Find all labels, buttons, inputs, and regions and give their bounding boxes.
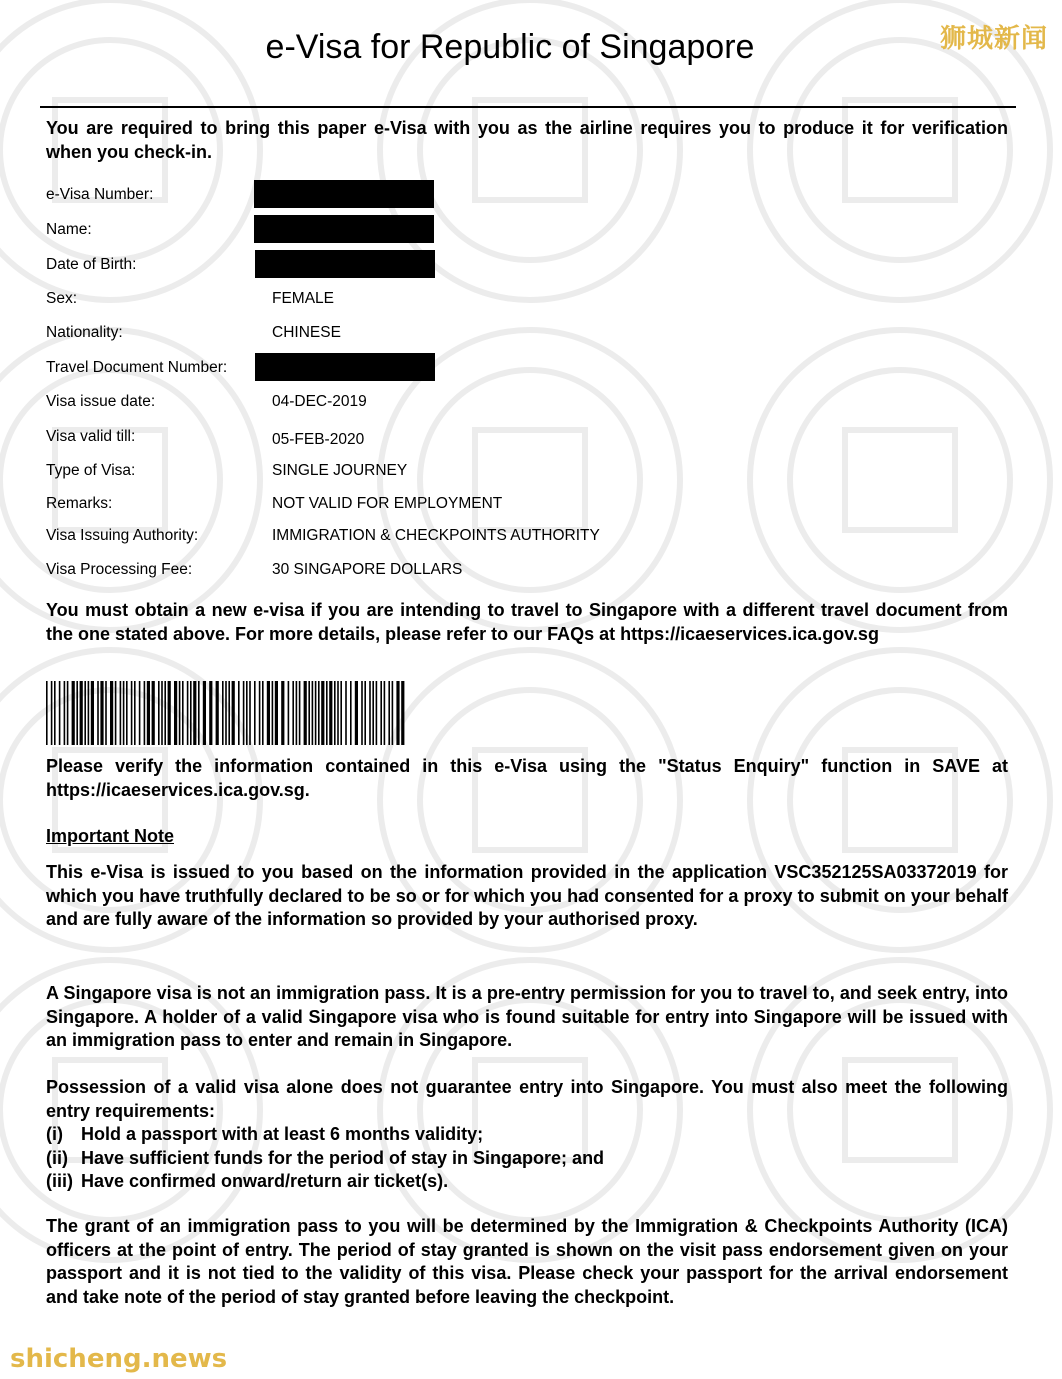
list-item bbox=[46, 1147, 1008, 1171]
entry-requirements bbox=[46, 1076, 1008, 1194]
barcode-bar bbox=[350, 681, 352, 745]
barcode-bar bbox=[401, 681, 404, 745]
field-value: SINGLE JOURNEY bbox=[272, 462, 408, 479]
barcode-bar bbox=[97, 681, 99, 745]
redaction-bar bbox=[254, 180, 434, 208]
field-row-nationality bbox=[46, 318, 746, 348]
barcode-bar bbox=[308, 681, 310, 745]
field-label: Date of Birth: bbox=[46, 256, 137, 273]
requirements-list bbox=[46, 1123, 1008, 1194]
barcode-bar bbox=[281, 681, 284, 745]
barcode-bar bbox=[249, 681, 251, 745]
barcode-bar bbox=[216, 681, 219, 745]
barcode-bar bbox=[315, 681, 317, 745]
field-row-sex bbox=[46, 284, 746, 314]
field-label: Visa Processing Fee: bbox=[46, 561, 193, 578]
brand-watermark-top: 狮城新闻 bbox=[939, 24, 1048, 54]
barcode-bar bbox=[91, 681, 94, 745]
barcode-bar bbox=[228, 681, 230, 745]
barcode-bar bbox=[272, 681, 274, 745]
barcode-bar bbox=[388, 681, 390, 745]
crest-inner-ring bbox=[790, 370, 1010, 590]
barcode-bar bbox=[161, 681, 163, 745]
field-row-name bbox=[46, 215, 746, 245]
field-value: 04-DEC-2019 bbox=[272, 393, 367, 410]
barcode-bar bbox=[158, 681, 160, 745]
barcode-bar bbox=[275, 681, 278, 745]
barcode-bar bbox=[152, 681, 155, 745]
barcode-bar bbox=[376, 681, 378, 745]
field-value: IMMIGRATION & CHECKPOINTS AUTHORITY bbox=[272, 527, 600, 544]
barcode-bar bbox=[179, 681, 181, 745]
barcode-bar bbox=[72, 681, 75, 745]
barcode-bar bbox=[361, 681, 363, 745]
barcode-bar bbox=[345, 681, 347, 745]
barcode-bar bbox=[84, 681, 86, 745]
barcode-bar bbox=[246, 681, 248, 745]
barcode-bar bbox=[392, 681, 394, 745]
barcode-bar bbox=[105, 681, 107, 745]
barcode-bar bbox=[120, 681, 122, 745]
list-item bbox=[46, 1123, 1008, 1147]
field-label: Remarks: bbox=[46, 495, 113, 512]
new-visa-notice: You must obtain a new e-visa if you are intending to travel to Singapore with a different travel document from the one stated above. For more details, please refer to our FAQs at https://icaeservices.ica.gov.sg bbox=[46, 600, 1008, 644]
barcode-bar bbox=[334, 681, 336, 745]
barcode-bar bbox=[64, 681, 66, 745]
visa-vs-pass-paragraph: A Singapore visa is not an immigration pass. It is a pre-entry permission for you to travel to, and seek entry, into Singapore. A holder of a valid Singapore visa who is found suitable for entry into Singapore will be issued with an immigration pass to enter and remain in Singapore. bbox=[46, 983, 1008, 1050]
barcode-bar bbox=[232, 681, 235, 745]
barcode-bar bbox=[259, 681, 261, 745]
barcode-bar bbox=[164, 681, 166, 745]
barcode-bar bbox=[80, 681, 83, 745]
barcode-bar bbox=[76, 681, 78, 745]
field-row-processing-fee bbox=[46, 555, 746, 585]
page-title: e-Visa for Republic of Singapore bbox=[265, 28, 755, 66]
barcode-bar bbox=[123, 681, 125, 745]
field-row-evisa-number bbox=[46, 180, 746, 210]
barcode-bar bbox=[254, 681, 256, 745]
barcode-bar bbox=[380, 681, 382, 745]
barcode-bar bbox=[304, 681, 307, 745]
field-label: Type of Visa: bbox=[46, 462, 136, 479]
entry-requirements-intro: Possession of a valid visa alone does not guarantee entry into Singapore. You must also meet the following entry requirements: bbox=[46, 1077, 1008, 1121]
barcode-bar bbox=[222, 681, 224, 745]
important-note-heading: Important Note bbox=[46, 826, 174, 846]
barcode-bar bbox=[326, 681, 328, 745]
barcode bbox=[46, 681, 408, 745]
field-row-issue-date bbox=[46, 387, 746, 417]
field-label: Nationality: bbox=[46, 324, 123, 341]
barcode-bar bbox=[396, 681, 399, 745]
field-value: FEMALE bbox=[272, 290, 335, 307]
barcode-bar bbox=[144, 681, 146, 745]
intro-notice: You are required to bring this paper e-Visa with you as the airline requires you to produce it for verification when you check-in. bbox=[46, 118, 1008, 162]
barcode-bar bbox=[384, 681, 386, 745]
barcode-bar bbox=[203, 681, 206, 745]
barcode-bar bbox=[209, 681, 212, 745]
verify-notice: Please verify the information contained in this e-Visa using the "Status Enquiry" function in SAVE at https://icaeservices.ica.gov.sg. bbox=[46, 756, 1008, 800]
barcode-bar bbox=[296, 681, 298, 745]
barcode-bar bbox=[139, 681, 141, 745]
barcode-bar bbox=[193, 681, 196, 745]
barcode-bar bbox=[321, 681, 324, 745]
list-number: (iii) bbox=[46, 1171, 73, 1191]
barcode-bar bbox=[337, 681, 339, 745]
field-label: Travel Document Number: bbox=[46, 359, 228, 376]
field-label: e-Visa Number: bbox=[46, 186, 154, 203]
title-divider bbox=[40, 106, 1016, 108]
list-text: Have confirmed onward/return air ticket(s). bbox=[81, 1171, 449, 1191]
barcode-bar bbox=[355, 681, 358, 745]
barcode-bar bbox=[187, 681, 189, 745]
barcode-bar bbox=[369, 681, 371, 745]
field-row-issuing-authority bbox=[46, 521, 746, 551]
field-value: 05-FEB-2020 bbox=[272, 431, 365, 448]
barcode-bar bbox=[88, 681, 90, 745]
field-row-travel-document-number bbox=[46, 353, 746, 383]
barcode-bar bbox=[147, 681, 150, 745]
barcode-bar bbox=[115, 681, 117, 745]
barcode-bar bbox=[318, 681, 320, 745]
barcode-bar bbox=[225, 681, 227, 745]
barcode-bar bbox=[292, 681, 294, 745]
barcode-bar bbox=[267, 681, 270, 745]
field-value: 30 SINGAPORE DOLLARS bbox=[272, 561, 463, 578]
list-number: (ii) bbox=[46, 1147, 68, 1168]
barcode-bar bbox=[238, 681, 240, 745]
barcode-bar bbox=[67, 681, 69, 745]
barcode-bar bbox=[299, 681, 301, 745]
field-label: Visa valid till: bbox=[46, 428, 136, 445]
barcode-bar bbox=[134, 681, 136, 745]
barcode-bar bbox=[262, 681, 264, 745]
redaction-bar bbox=[255, 250, 435, 278]
field-row-visa-type bbox=[46, 456, 746, 486]
field-label: Visa Issuing Authority: bbox=[46, 527, 199, 544]
field-row-date-of-birth bbox=[46, 250, 746, 280]
list-text: Hold a passport with at least 6 months validity; bbox=[81, 1124, 484, 1144]
barcode-bar bbox=[59, 681, 61, 745]
barcode-bar bbox=[372, 681, 374, 745]
barcode-bar bbox=[198, 681, 200, 745]
important-note-paragraph: This e-Visa is issued to you based on the information provided in the application VSC352125SA03372019 for which you have truthfully declared to be so or for which you had consented for a proxy to submit on your behalf and are fully aware of the information so provided by your authorised proxy. bbox=[46, 862, 1008, 929]
brand-watermark-bottom: shicheng.news bbox=[10, 1344, 228, 1374]
barcode-bar bbox=[54, 681, 56, 745]
barcode-bar bbox=[190, 681, 192, 745]
field-row-remarks bbox=[46, 489, 746, 519]
barcode-bar bbox=[110, 681, 113, 745]
immigration-pass-paragraph: The grant of an immigration pass to you will be determined by the Immigration & Checkpoints Authority (ICA) officers at the point of entry. The period of stay granted is shown on the visit pass endorsement given on your passport and it is not tied to the validity of this visa. Please check your passport for the arrival endorsement and take note of the period of stay granted before leaving the checkpoint. bbox=[46, 1216, 1008, 1307]
barcode-bar bbox=[364, 681, 366, 745]
barcode-bar bbox=[100, 681, 103, 745]
barcode-bar bbox=[312, 681, 314, 745]
field-label: Name: bbox=[46, 221, 92, 238]
crest-gate bbox=[845, 430, 955, 530]
barcode-bar bbox=[329, 681, 332, 745]
barcode-bar bbox=[288, 681, 290, 745]
crest-ring bbox=[750, 330, 1050, 630]
barcode-bar bbox=[131, 681, 133, 745]
barcode-bar bbox=[51, 681, 53, 745]
barcode-bar bbox=[126, 681, 128, 745]
field-label: Visa issue date: bbox=[46, 393, 156, 410]
barcode-bar bbox=[46, 681, 48, 745]
barcode-bar bbox=[340, 681, 342, 745]
barcode-bar bbox=[174, 681, 177, 745]
barcode-bar bbox=[168, 681, 171, 745]
redaction-bar bbox=[255, 353, 435, 381]
field-label: Sex: bbox=[46, 290, 78, 307]
field-value: NOT VALID FOR EMPLOYMENT bbox=[272, 495, 503, 512]
list-text: Have sufficient funds for the period of stay in Singapore; and bbox=[81, 1147, 605, 1168]
barcode-bar bbox=[243, 681, 245, 745]
redaction-bar bbox=[254, 215, 434, 243]
barcode-bar bbox=[182, 681, 184, 745]
field-value: CHINESE bbox=[272, 324, 341, 341]
list-number: (i) bbox=[46, 1124, 63, 1144]
field-row-valid-till bbox=[46, 422, 746, 452]
list-item bbox=[46, 1170, 1008, 1194]
